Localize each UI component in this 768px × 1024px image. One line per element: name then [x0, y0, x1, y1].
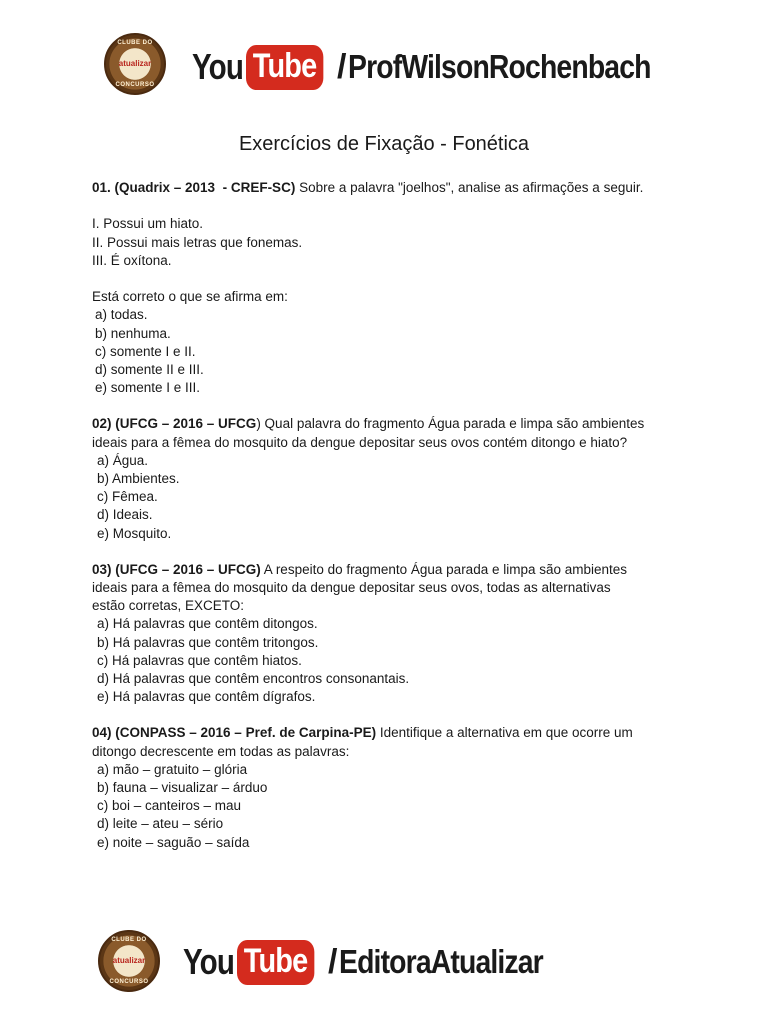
youtube-logo-you: You [183, 941, 235, 982]
seal-ring-bottom-text: CONCURSO [115, 82, 155, 88]
answer-option: b) Há palavras que contêm tritongos. [97, 634, 319, 650]
seal-ring-bottom-text: CONCURSO [109, 979, 149, 985]
answer-option: d) leite – ateu – sério [97, 816, 224, 832]
youtube-logo-tube: Tube [237, 940, 314, 985]
channel-slash: / [328, 942, 338, 981]
question-stem: ideais para a fêmea do mosquito da dengue depositar seus ovos contém ditongo e hiato? [92, 434, 628, 450]
youtube-channel-link[interactable] [192, 37, 700, 97]
answer-option: d) Ideais. [97, 507, 153, 523]
answer-option: e) somente I e III. [95, 380, 201, 396]
answer-option: b) fauna – visualizar – árduo [97, 780, 268, 796]
answer-option: a) todas. [95, 307, 148, 323]
question-stem: Identifique a alternativa em que ocorre um [376, 725, 633, 741]
question-01 [92, 179, 682, 397]
question-04 [92, 724, 682, 851]
question-number: 03) (UFCG – 2016 – UFCG) [92, 561, 261, 577]
seal-center-text: atualizar [118, 59, 152, 68]
channel-name: ProfWilsonRochenbach [348, 48, 652, 85]
answer-option: c) Fêmea. [97, 489, 158, 505]
answer-option: a) Há palavras que contêm ditongos. [97, 616, 318, 632]
answer-option: d) Há palavras que contêm encontros consonantais. [97, 671, 410, 687]
question-number: 02) (UFCG – 2016 – UFCG [92, 416, 257, 432]
answer-option: b) Ambientes. [97, 471, 180, 487]
channel-slash: / [337, 47, 347, 86]
answer-option: d) somente II e III. [95, 362, 204, 377]
answer-option: c) boi – canteiros – mau [97, 798, 242, 814]
answer-option: e) Mosquito. [97, 525, 172, 541]
clube-do-concurso-logo [98, 930, 160, 992]
question-number: 04) (CONPASS – 2016 – Pref. de Carpina-PE) [92, 725, 377, 741]
seal-center-text: atualizar [112, 956, 146, 965]
answer-option: c) somente I e II. [95, 343, 196, 359]
youtube-logo-tube: Tube [246, 45, 323, 90]
statement: II. Possui mais letras que fonemas. [92, 234, 303, 250]
channel-name: EditoraAtualizar [339, 943, 544, 980]
question-stem: ditongo decrescente em todas as palavras: [92, 743, 350, 759]
question-03 [92, 561, 682, 707]
question-prompt: Está correto o que se afirma em: [92, 289, 288, 305]
header-banner [0, 25, 768, 105]
answer-option: e) noite – saguão – saída [97, 834, 250, 850]
question-stem: estão corretas, EXCETO: [92, 598, 245, 614]
clube-do-concurso-logo [104, 33, 166, 95]
answer-option: c) Há palavras que contêm hiatos. [97, 652, 302, 668]
footer-banner [0, 922, 768, 1002]
youtube-channel-link[interactable] [183, 932, 577, 992]
statement: I. Possui um hiato. [92, 216, 204, 232]
youtube-logo-you: You [192, 46, 244, 87]
question-stem: Sobre a palavra "joelhos", analise as afirmações a seguir. [295, 180, 644, 195]
answer-option: a) mão – gratuito – glória [97, 761, 248, 777]
question-stem: A respeito do fragmento Água parada e limpa são ambientes [260, 561, 628, 577]
page-title: Exercícios de Fixação - Fonética [238, 133, 530, 155]
seal-ring-top-text: CLUBE DO [117, 40, 153, 46]
answer-option: a) Água. [97, 452, 149, 468]
seal-ring-top-text: CLUBE DO [111, 937, 147, 943]
exercise-list [92, 179, 682, 870]
statement: III. É oxítona. [92, 252, 172, 268]
question-02 [92, 415, 682, 542]
answer-option: b) nenhuma. [95, 325, 171, 341]
answer-option: e) Há palavras que contêm dígrafos. [97, 689, 316, 705]
question-stem: ideais para a fêmea do mosquito da dengue depositar seus ovos, todas as alternativas [92, 580, 611, 596]
question-stem: ) Qual palavra do fragmento Água parada e limpa são ambientes [256, 416, 645, 432]
question-number: 01. (Quadrix – 2013 - CREF-SC) [92, 180, 296, 195]
